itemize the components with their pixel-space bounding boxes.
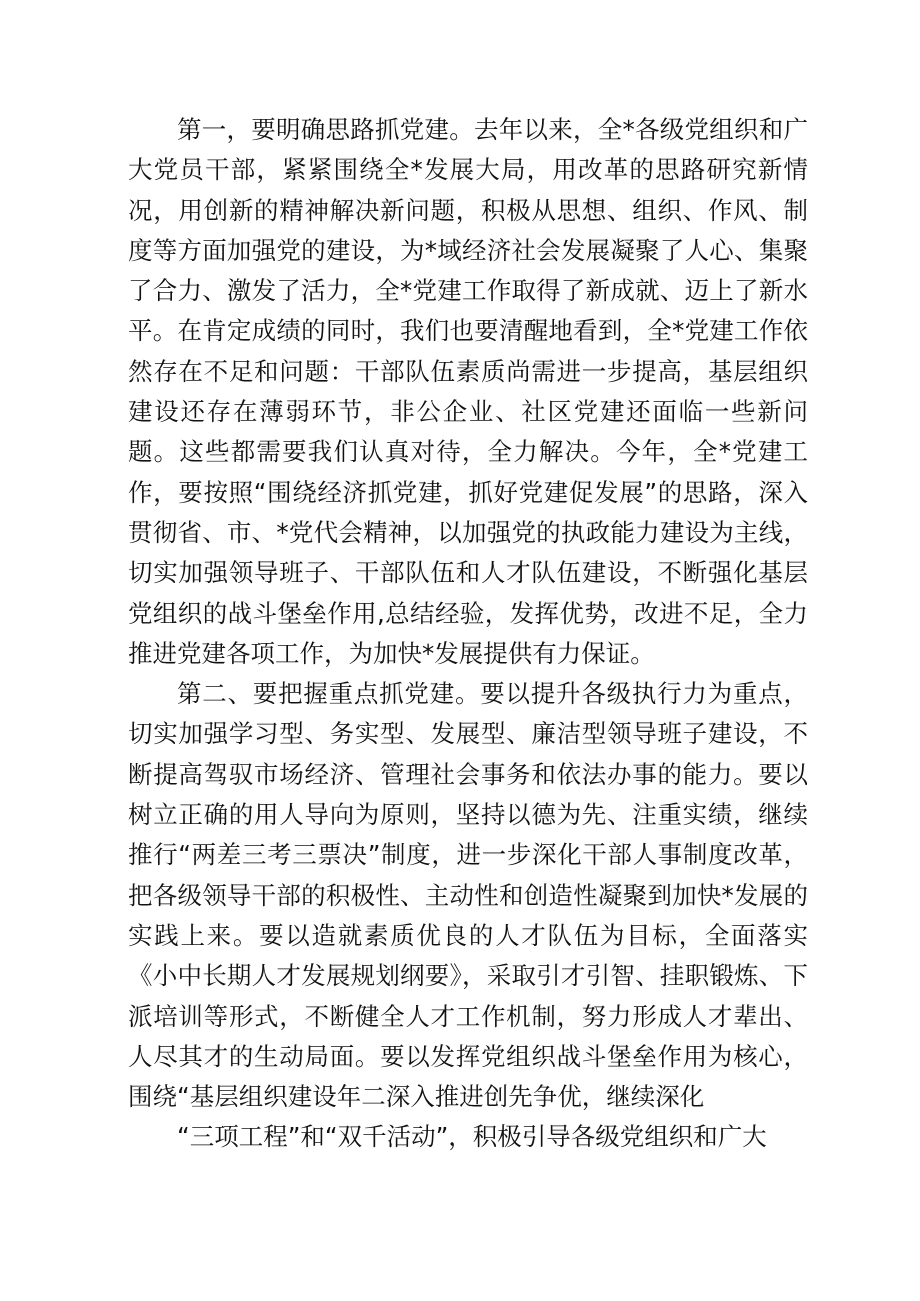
paragraph-second: 第二、要把握重点抓党建。要以提升各级执行力为重点，切实加强学习型、务实型、发展型、廉洁型领导班子建设，不断提高驾驭市场经济、管理社会事务和依法办事的能力。要以树立正确的用人导向为原则，坚持以德为先、注重实绩，继续推行“两差三考三票决”制度，进一步深化干部人事制度改革，把各级领导干部的积极性、主动性和创造性凝聚到加快*发展的实践上来。要以造就素质优良的人才队伍为目标，全面落实《小中长期人才发展规划纲要》，采取引才引智、挂职锻炼、下派培训等形式，不断健全人才工作机制，努力形成人才辈出、人尽其才的生动局面。要以发挥党组织战斗堡垒作用为核心，围绕“基层组织建设年二深入推进创先争优，继续深化	[128, 679, 808, 1112]
document-body	[128, 110, 808, 1158]
paragraph-third: “三项工程”和“双千活动”，积极引导各级党组织和广大	[177, 1122, 767, 1152]
paragraph-first: 第一，要明确思路抓党建。去年以来，全*各级党组织和广大党员干部，紧紧围绕全*发展大局，用改革的思路研究新情况，用创新的精神解决新问题，积极从思想、组织、作风、制度等方面加强党的建设，为*域经济社会发展凝聚了人心、集聚了合力、激发了活力，全*党建工作取得了新成就、迈上了新水平。在肯定成绩的同时，我们也要清醒地看到，全*党建工作依然存在不足和问题：干部队伍素质尚需进一步提高，基层组织建设还存在薄弱环节，非公企业、社区党建还面临一些新问题。这些都需要我们认真对待，全力解决。今年，全*党建工作，要按照“围绕经济抓党建，抓好党建促发展”的思路，深入贯彻省、市、*党代会精神，以加强党的执政能力建设为主线，切实加强领导班子、干部队伍和人才队伍建设，不断强化基层党组织的战斗堡垒作用,总结经验，发挥优势，改进不足，全力推进党建各项工作，为加快*发展提供有力保证。	[128, 115, 808, 668]
